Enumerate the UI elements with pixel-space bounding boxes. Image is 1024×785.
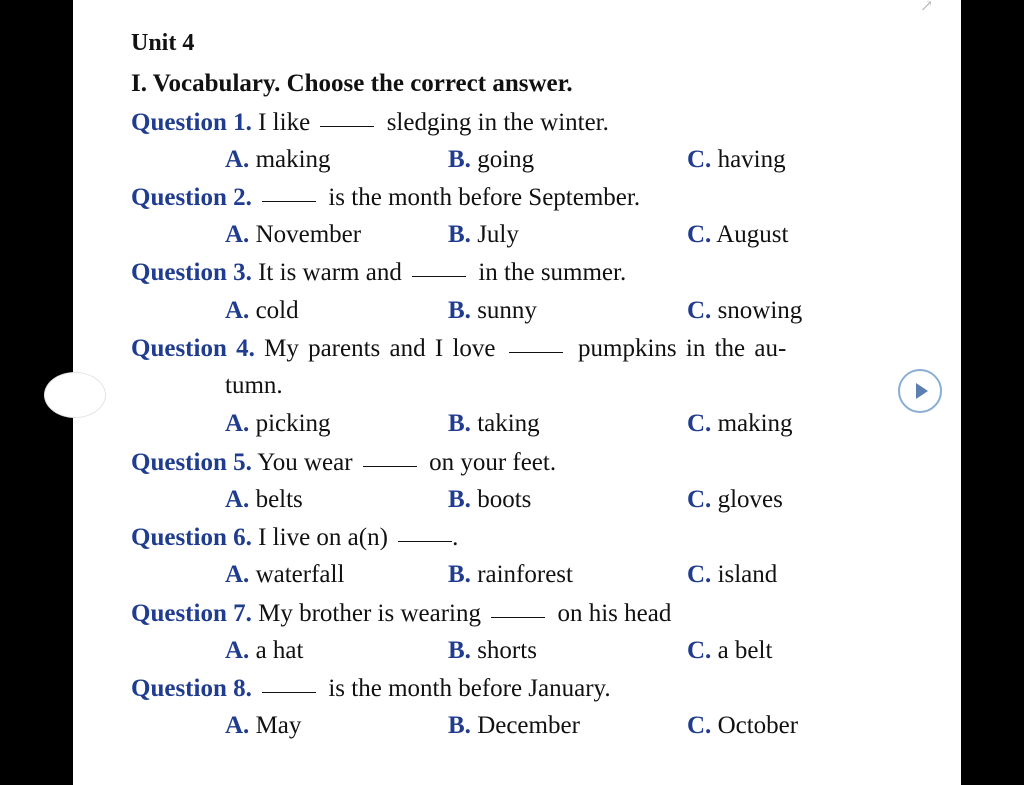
option-a[interactable] xyxy=(225,637,303,665)
answer-blank xyxy=(398,540,452,542)
option-letter: B. xyxy=(448,486,471,513)
option-a[interactable] xyxy=(225,561,344,589)
option-text: cold xyxy=(255,297,299,324)
option-a[interactable] xyxy=(225,297,299,325)
question-4 xyxy=(131,335,859,363)
option-letter: C. xyxy=(687,221,712,248)
option-letter: B. xyxy=(448,637,471,664)
option-c[interactable] xyxy=(687,297,802,325)
option-letter: B. xyxy=(448,297,471,324)
option-text: a hat xyxy=(255,637,304,664)
option-text: shorts xyxy=(477,637,537,664)
question-text-before: It is warm and xyxy=(258,259,402,286)
question-text-after: sledging in the winter. xyxy=(386,109,609,136)
option-a[interactable] xyxy=(225,712,301,740)
option-letter: A. xyxy=(225,712,250,739)
question-label: Question 6. xyxy=(131,524,252,551)
option-text: waterfall xyxy=(255,561,345,588)
option-text: taking xyxy=(477,410,540,437)
option-b[interactable] xyxy=(448,637,537,665)
answer-blank xyxy=(262,691,316,693)
option-letter: B. xyxy=(448,712,471,739)
option-letter: A. xyxy=(225,561,250,588)
option-letter: A. xyxy=(225,410,250,437)
option-c[interactable] xyxy=(687,561,777,589)
option-text: snowing xyxy=(717,297,803,324)
question-label: Question 5. xyxy=(131,449,252,476)
option-letter: A. xyxy=(225,637,250,664)
question-7 xyxy=(131,600,671,628)
question-text-before: You wear xyxy=(257,449,353,476)
option-b[interactable] xyxy=(448,486,531,514)
option-letter: B. xyxy=(448,561,471,588)
unit-title: Unit 4 xyxy=(131,30,195,56)
option-b[interactable] xyxy=(448,712,580,740)
option-text: a belt xyxy=(717,637,773,664)
option-text: rainforest xyxy=(477,561,573,588)
option-text: island xyxy=(717,561,778,588)
option-text: making xyxy=(255,146,331,173)
option-letter: C. xyxy=(687,297,712,324)
option-letter: C. xyxy=(687,561,712,588)
option-a[interactable] xyxy=(225,221,361,249)
question-label: Question 7. xyxy=(131,600,252,627)
option-c[interactable] xyxy=(687,221,788,249)
option-c[interactable] xyxy=(687,146,786,174)
option-text: August xyxy=(716,221,789,248)
option-letter: A. xyxy=(225,297,250,324)
option-text: sunny xyxy=(477,297,537,324)
answer-blank xyxy=(363,465,417,467)
answer-blank xyxy=(509,351,563,353)
option-text: having xyxy=(717,146,786,173)
cursor-icon: ↗ xyxy=(920,0,934,15)
option-letter: C. xyxy=(687,637,712,664)
option-a[interactable] xyxy=(225,410,331,438)
question-text-after: on your feet. xyxy=(429,449,557,476)
answer-blank xyxy=(320,125,374,127)
option-text: making xyxy=(717,410,793,437)
question-text-before: My brother is wearing xyxy=(258,600,481,627)
option-c[interactable] xyxy=(687,486,783,514)
option-c[interactable] xyxy=(687,637,772,665)
option-c[interactable] xyxy=(687,410,793,438)
option-text: July xyxy=(477,221,519,248)
question-2 xyxy=(131,184,640,212)
question-text-after: on his head xyxy=(557,600,672,627)
question-8 xyxy=(131,675,611,703)
question-6 xyxy=(131,524,458,552)
option-a[interactable] xyxy=(225,146,331,174)
option-text: December xyxy=(477,712,580,739)
worksheet-page xyxy=(73,0,961,785)
option-text: picking xyxy=(255,410,331,437)
question-3 xyxy=(131,259,626,287)
question-1 xyxy=(131,109,609,137)
option-text: gloves xyxy=(717,486,783,513)
question-label: Question 1. xyxy=(131,109,252,136)
question-text-after: is the month before September. xyxy=(328,184,641,211)
option-b[interactable] xyxy=(448,297,537,325)
question-text-after: is the month before January. xyxy=(328,675,611,702)
question-label: Question 2. xyxy=(131,184,252,211)
question-label: Question 8. xyxy=(131,675,252,702)
question-label: Question 3. xyxy=(131,259,252,286)
option-b[interactable] xyxy=(448,146,534,174)
play-icon[interactable] xyxy=(898,369,942,413)
option-letter: C. xyxy=(687,486,712,513)
question-text-after: . xyxy=(452,524,459,551)
option-b[interactable] xyxy=(448,410,540,438)
option-text: belts xyxy=(255,486,303,513)
option-c[interactable] xyxy=(687,712,798,740)
answer-blank xyxy=(491,616,545,618)
answer-blank xyxy=(262,200,316,202)
option-a[interactable] xyxy=(225,486,303,514)
option-text: going xyxy=(477,146,535,173)
option-text: boots xyxy=(477,486,532,513)
option-letter: A. xyxy=(225,221,250,248)
option-letter: C. xyxy=(687,712,712,739)
option-letter: B. xyxy=(448,146,471,173)
question-text-after: in the summer. xyxy=(478,259,627,286)
option-text: May xyxy=(255,712,302,739)
option-b[interactable] xyxy=(448,221,519,249)
option-letter: B. xyxy=(448,221,471,248)
question-continuation: tumn. xyxy=(225,372,283,399)
option-text: October xyxy=(717,712,799,739)
question-5 xyxy=(131,449,556,477)
option-letter: C. xyxy=(687,410,712,437)
question-text-before: I live on a(n) xyxy=(258,524,388,551)
answer-blank xyxy=(412,275,466,277)
question-text-before: My parents and I love xyxy=(264,335,496,362)
option-text: November xyxy=(255,221,362,248)
option-b[interactable] xyxy=(448,561,573,589)
question-label: Question 4. xyxy=(131,335,255,362)
question-text-after: pumpkins in the au- xyxy=(578,335,787,362)
option-letter: A. xyxy=(225,146,250,173)
option-letter: C. xyxy=(687,146,712,173)
previous-slide-control[interactable] xyxy=(44,372,106,418)
section-title: I. Vocabulary. Choose the correct answer. xyxy=(131,70,573,97)
option-letter: B. xyxy=(448,410,471,437)
option-letter: A. xyxy=(225,486,250,513)
question-text-before: I like xyxy=(258,109,311,136)
